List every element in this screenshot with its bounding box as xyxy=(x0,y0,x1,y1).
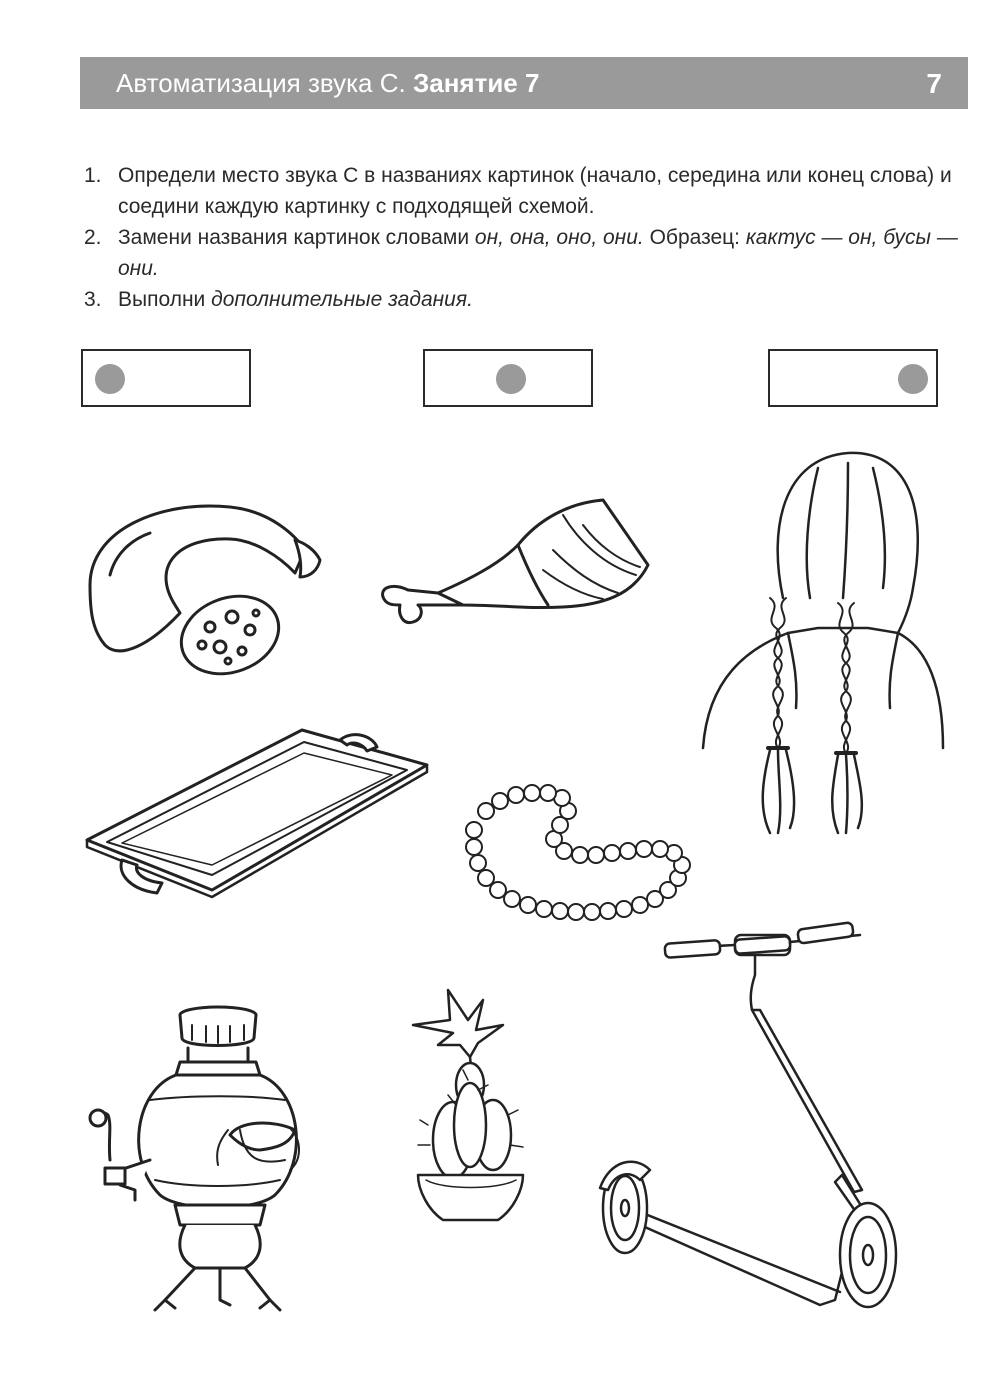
samovar-picture[interactable] xyxy=(80,1000,345,1320)
instruction-italic: он, она, оно, они. xyxy=(474,226,644,249)
instruction-italic: дополнительные задания. xyxy=(211,288,473,311)
instruction-example: кактус — он, бусы — они. xyxy=(118,226,958,280)
instruction-text: Замени названия картинок словами xyxy=(118,226,475,249)
lesson-title-regular: Автоматизация звука С. xyxy=(116,68,413,98)
instruction-text: Выполни xyxy=(118,288,212,311)
scooter-picture[interactable] xyxy=(590,920,940,1325)
lesson-header xyxy=(80,57,968,109)
sound-dot xyxy=(496,364,526,394)
instruction-item xyxy=(84,284,964,315)
beads-picture[interactable] xyxy=(462,785,694,925)
sound-dot xyxy=(95,364,125,394)
instruction-item xyxy=(84,222,964,284)
lesson-title-bold: Занятие 7 xyxy=(412,68,540,98)
instruction-number: 2. xyxy=(84,226,102,249)
scheme-sound-start[interactable] xyxy=(81,349,251,407)
instruction-text: Определи место звука С в названиях картинок (начало, середина или конец слова) и соедини каждую картинку с подходящей схемой. xyxy=(118,164,952,218)
page-number: 7 xyxy=(926,68,942,99)
ham-picture[interactable] xyxy=(378,495,656,630)
braids-picture[interactable] xyxy=(698,448,948,838)
cactus-picture[interactable] xyxy=(408,985,533,1230)
sausage-picture[interactable] xyxy=(80,495,325,675)
instruction-number: 1. xyxy=(84,164,102,187)
instruction-text: Образец: xyxy=(643,226,746,249)
instruction-item xyxy=(84,160,964,222)
scheme-sound-middle[interactable] xyxy=(423,349,593,407)
instruction-number: 3. xyxy=(84,288,102,311)
lesson-title xyxy=(116,69,539,97)
sound-dot xyxy=(898,364,928,394)
scheme-sound-end[interactable] xyxy=(768,349,938,407)
instructions-list xyxy=(84,160,964,315)
tray-picture[interactable] xyxy=(82,725,432,905)
